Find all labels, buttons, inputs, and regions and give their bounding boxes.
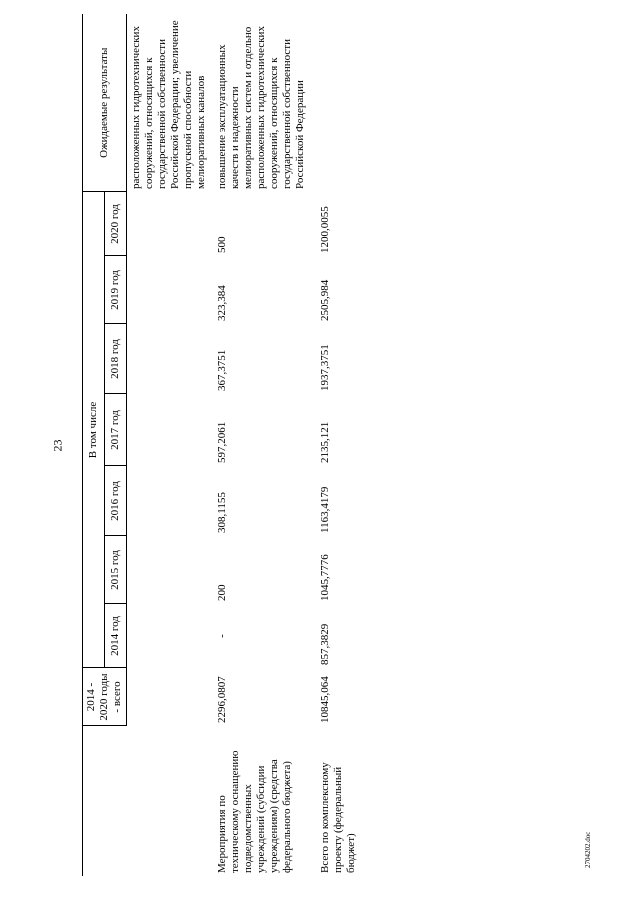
row-value-2020 <box>127 192 211 256</box>
row-value-2019: 323,384 <box>216 285 228 321</box>
budget-table <box>82 14 360 876</box>
row-value-2014 <box>127 604 211 668</box>
header-year-2016: 2016 год <box>105 466 127 536</box>
header-in-that-number: В том числе <box>83 192 105 668</box>
header-year-2020: 2020 год <box>105 192 127 256</box>
header-year-2014: 2014 год <box>105 604 127 668</box>
row-total: 2296,0807 <box>216 676 228 723</box>
row-value-2016 <box>127 466 211 536</box>
row-value-2017: 597,2061 <box>216 421 228 463</box>
row-value-2020: 500 <box>216 236 228 253</box>
header-year-2017: 2017 год <box>105 394 127 466</box>
row-result: расположенных гидротехнических сооружений, относящихся к государственной собственности Российской Федерации; увеличение пропускной способности мелиоративных каналов <box>130 20 207 189</box>
row-name <box>127 726 211 876</box>
row-value-2014: 857,3829 <box>319 623 331 665</box>
table-row <box>127 14 211 876</box>
page-number: 23 <box>50 439 65 452</box>
row-value-2018: 1937,3751 <box>319 344 331 391</box>
row-value-2015: 1045,7776 <box>319 554 331 601</box>
row-value-2018 <box>127 324 211 394</box>
row-value-2017 <box>127 394 211 466</box>
row-value-2019: 2505,984 <box>319 279 331 321</box>
row-result: повышение эксплуатационных качеств и надежности мелиоративных систем и отдельно расположенных гидротехнических сооружений, относящихся к государственной собственности Российской Федерации <box>216 26 306 189</box>
row-value-2016: 1163,4179 <box>319 486 331 533</box>
row-value-2014: - <box>216 634 228 638</box>
rotated-table-container <box>82 14 522 876</box>
header-year-2019: 2019 год <box>105 256 127 324</box>
row-value-2016: 308,1155 <box>216 492 228 533</box>
table-row <box>210 14 309 876</box>
row-value-2020: 1200,0055 <box>319 206 331 253</box>
header-year-2015: 2015 год <box>105 536 127 604</box>
row-total <box>127 668 211 726</box>
row-value-2015: 200 <box>216 584 228 601</box>
row-result <box>309 14 360 192</box>
footer-file-code: 2704202.doc <box>584 831 592 868</box>
header-name-blank <box>83 726 127 876</box>
row-name: Всего по комплексному проекту (федеральный бюджет) <box>319 762 357 873</box>
row-value-2015 <box>127 536 211 604</box>
table-row <box>309 14 360 876</box>
row-value-2018: 367,3751 <box>216 349 228 391</box>
row-value-2019 <box>127 256 211 324</box>
header-results: Ожидаемые результаты <box>83 14 127 192</box>
header-year-2018: 2018 год <box>105 324 127 394</box>
row-value-2017: 2135,121 <box>319 421 331 463</box>
row-name: Мероприятия по техническому оснащению подведомственных учреждений (субсидии учреждениям) (средства федерального бюджета) <box>216 750 293 873</box>
header-total: 2014 - 2020 годы - всего <box>83 668 127 726</box>
row-total: 10845,064 <box>319 676 331 723</box>
